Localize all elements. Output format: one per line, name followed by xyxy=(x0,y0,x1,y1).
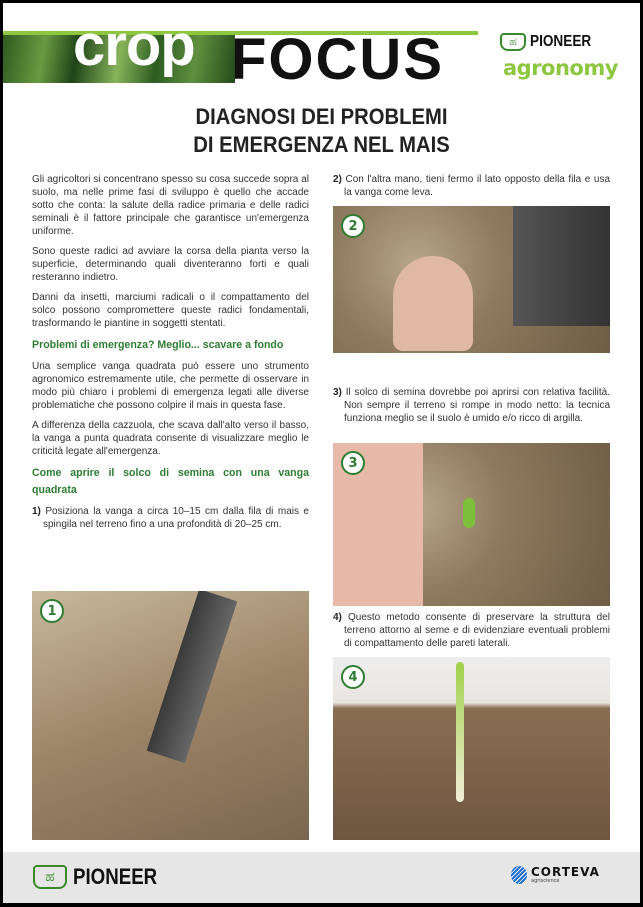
paragraph: A differenza della cazzuola, che scava dall'alto verso il basso, la vanga a punta quadrata consente di visualizzare meglio le criticità legate all'emergenza. xyxy=(32,420,309,457)
hand-shape xyxy=(393,256,473,351)
left-column xyxy=(32,173,309,538)
corteva-subtitle: agriscience xyxy=(531,878,560,884)
title-line-1: DIAGNOSI DEI PROBLEMI xyxy=(195,104,448,129)
step-2-photo xyxy=(333,206,610,353)
pioneer-logo xyxy=(500,33,602,51)
agronomy-label: agronomy xyxy=(503,56,618,80)
corteva-wordmark: CORTEVA xyxy=(531,865,600,879)
page-title xyxy=(28,103,614,159)
corteva-emblem-icon xyxy=(511,866,527,884)
step-text: Posiziona la vanga a circa 10–15 cm dalla fila di mais e spingila nel terreno fino a una profondità di 20–25 cm. xyxy=(43,506,309,530)
document-page xyxy=(3,3,640,903)
step-text: Questo metodo consente di preservare la struttura del terreno attorno al seme e di evidenziare eventuali problemi di compattamento delle pareti laterali. xyxy=(344,612,610,649)
brand-crop: crop xyxy=(73,13,195,78)
pioneer-emblem-icon: ಹ xyxy=(500,33,526,51)
step-4 xyxy=(333,611,610,650)
footer-pioneer-logo xyxy=(33,864,172,890)
pioneer-emblem-icon: ಹ xyxy=(33,865,67,889)
section-heading: Problemi di emergenza? Meglio... scavare a fondo xyxy=(32,339,284,351)
step-number: 4) xyxy=(333,612,342,623)
step-3-photo xyxy=(333,443,610,606)
corteva-logo xyxy=(511,866,600,884)
right-column-step-4 xyxy=(333,611,610,657)
right-column-step-2 xyxy=(333,173,610,206)
step-text: Con l'altra mano, tieni fermo il lato opposto della fila e usa la vanga come leva. xyxy=(344,174,610,198)
title-line-2: DI EMERGENZA NEL MAIS xyxy=(193,132,450,157)
paragraph: Sono queste radici ad avviare la corsa della pianta verso la superficie, determinando quali diventeranno forti e quali resteranno indietro. xyxy=(32,246,309,283)
seedling-shape xyxy=(463,498,475,528)
section-heading: Come aprire il solco di semina con una vanga quadrata xyxy=(32,467,309,496)
step-4-photo xyxy=(333,657,610,840)
spade-shape xyxy=(147,591,238,763)
step-text: Il solco di semina dovrebbe poi aprirsi con relativa facilità. Non sempre il terreno si rompe in modo netto: la tecnica funziona meglio se il suolo è umido e/o ricco di argilla. xyxy=(344,387,611,424)
right-column-step-3 xyxy=(333,386,610,432)
step-2 xyxy=(333,173,610,199)
step-1-photo xyxy=(32,591,309,840)
spade-shape xyxy=(513,206,610,326)
paragraph: Danni da insetti, marciumi radicali o il compattamento del solco possono compromettere queste radici fondamentali, trasformando le piantine in soggetti stentati. xyxy=(32,292,309,329)
step-1 xyxy=(32,505,309,531)
step-badge: 1 xyxy=(40,599,64,623)
step-number: 3) xyxy=(333,387,342,398)
pioneer-wordmark: PIONEER xyxy=(73,864,158,889)
step-number: 2) xyxy=(333,174,342,185)
footer xyxy=(3,852,640,903)
step-3 xyxy=(333,386,610,425)
step-badge: 4 xyxy=(341,665,365,689)
step-badge: 3 xyxy=(341,451,365,475)
paragraph: Una semplice vanga quadrata può essere uno strumento agronomico estremamente utile, che permette di osservare in modo più chiaro i problemi di emergenza legati alle diverse problematiche che possono colpire il mais in questa fase. xyxy=(32,361,309,411)
step-number: 1) xyxy=(32,506,41,517)
seedling-shape xyxy=(456,662,464,802)
brand-focus: FOCUS xyxy=(231,27,444,92)
pioneer-wordmark: PIONEER xyxy=(530,33,592,50)
paragraph: Gli agricoltori si concentrano spesso su cosa succede sopra al suolo, ma nelle prime fasi di sviluppo è quello che accade sotto che conta: la salute della radice primaria e delle radici seminali è il fattore principale che garantisce un'emergenza uniforme. xyxy=(32,174,309,237)
step-badge: 2 xyxy=(341,214,365,238)
